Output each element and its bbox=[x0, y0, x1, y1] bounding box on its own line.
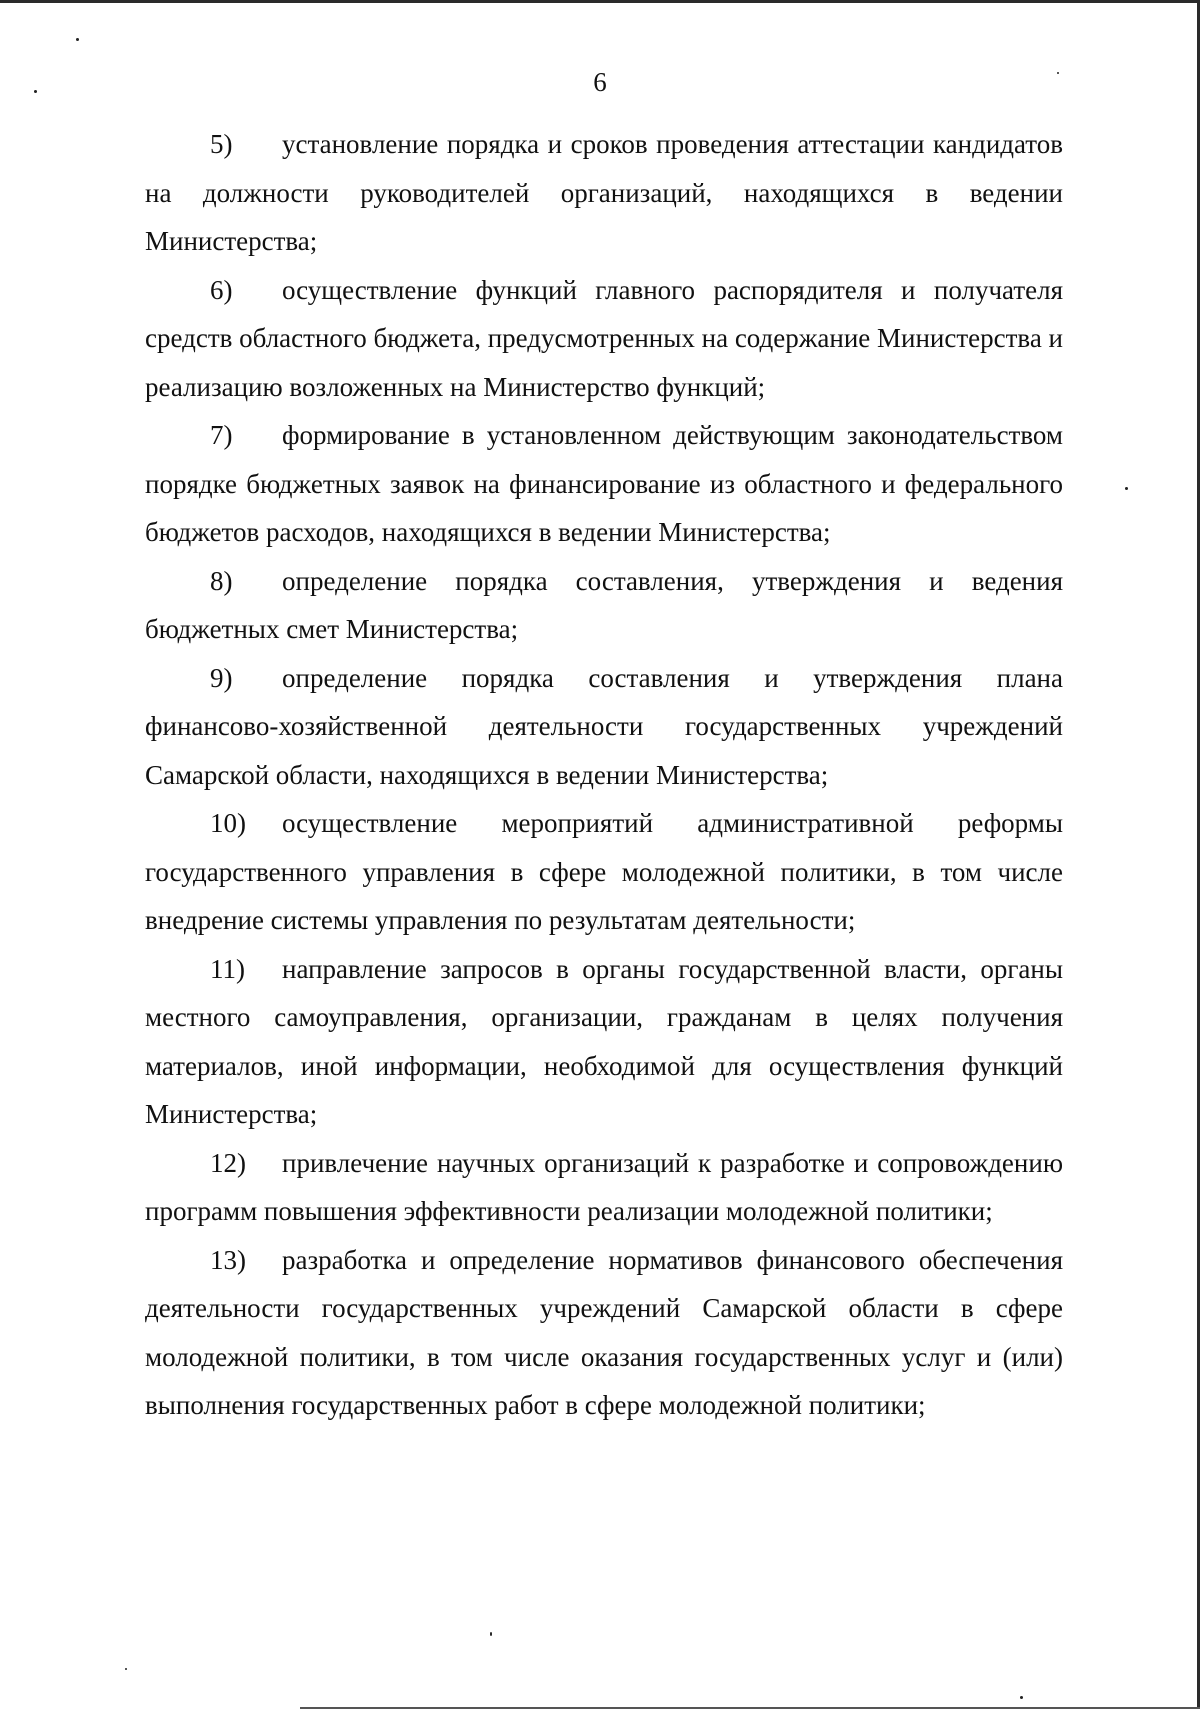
scan-speck bbox=[1125, 487, 1128, 490]
item-text: осуществление мероприятий административной реформы государственного управления в сфере молодежной политики, в том числе внедрение системы управления по результатам деятельности; bbox=[145, 808, 1063, 935]
list-item bbox=[145, 266, 1063, 412]
item-text: привлечение научных организаций к разработке и сопровождению программ повышения эффективности реализации молодежной политики; bbox=[145, 1147, 1063, 1226]
item-text: направление запросов в органы государственной власти, органы местного самоуправления, организации, гражданам в целях получения материалов, иной информации, необходимой для осуществления функций Министерства; bbox=[145, 953, 1063, 1129]
item-number: 7) bbox=[210, 420, 233, 450]
list-item bbox=[145, 411, 1063, 557]
item-number: 10) bbox=[210, 808, 246, 838]
item-number: 9) bbox=[210, 662, 233, 693]
document-body bbox=[145, 120, 1063, 1430]
scan-speck bbox=[1020, 1696, 1023, 1699]
item-number: 13) bbox=[210, 1244, 246, 1275]
list-item bbox=[145, 654, 1063, 800]
item-number: 6) bbox=[210, 274, 233, 305]
item-text: разработка и определение нормативов финансового обеспечения деятельности государственных учреждений Самарской области в сфере молодежной политики, в том числе оказания государственных услуг и (или) выполнения государственных работ в сфере молодежной политики; bbox=[145, 1244, 1063, 1420]
scan-speck bbox=[490, 1632, 492, 1636]
list-item bbox=[145, 1139, 1063, 1236]
item-text: осуществление функций главного распорядителя и получателя средств областного бюджета, предусмотренных на содержание Министерства и реализацию возложенных на Министерство функций; bbox=[145, 274, 1063, 402]
item-number: 8) bbox=[210, 565, 233, 596]
item-text: формирование в установленном действующим законодательством порядке бюджетных заявок на финансирование из областного и федерального бюджетов расходов, находящихся в ведении Министерства; bbox=[145, 420, 1063, 547]
item-text: определение порядка составления и утверждения плана финансово-хозяйственной деятельности государственных учреждений Самарской области, находящихся в ведении Министерства; bbox=[145, 662, 1063, 790]
list-item bbox=[145, 120, 1063, 266]
item-number: 5) bbox=[210, 129, 233, 159]
list-item bbox=[145, 799, 1063, 945]
list-item bbox=[145, 945, 1063, 1139]
scan-edge-top bbox=[0, 0, 1200, 3]
scan-speck bbox=[76, 38, 79, 41]
list-item bbox=[145, 557, 1063, 654]
page-number: 6 bbox=[593, 67, 607, 97]
item-text: определение порядка составления, утверждения и ведения бюджетных смет Министерства; bbox=[145, 565, 1063, 644]
list-item bbox=[145, 1236, 1063, 1430]
item-number: 12) bbox=[210, 1147, 246, 1178]
item-text: установление порядка и сроков проведения аттестации кандидатов на должности руководителей организаций, находящихся в ведении Министерства; bbox=[145, 129, 1063, 256]
item-number: 11) bbox=[210, 953, 245, 984]
scan-speck bbox=[125, 1668, 127, 1670]
